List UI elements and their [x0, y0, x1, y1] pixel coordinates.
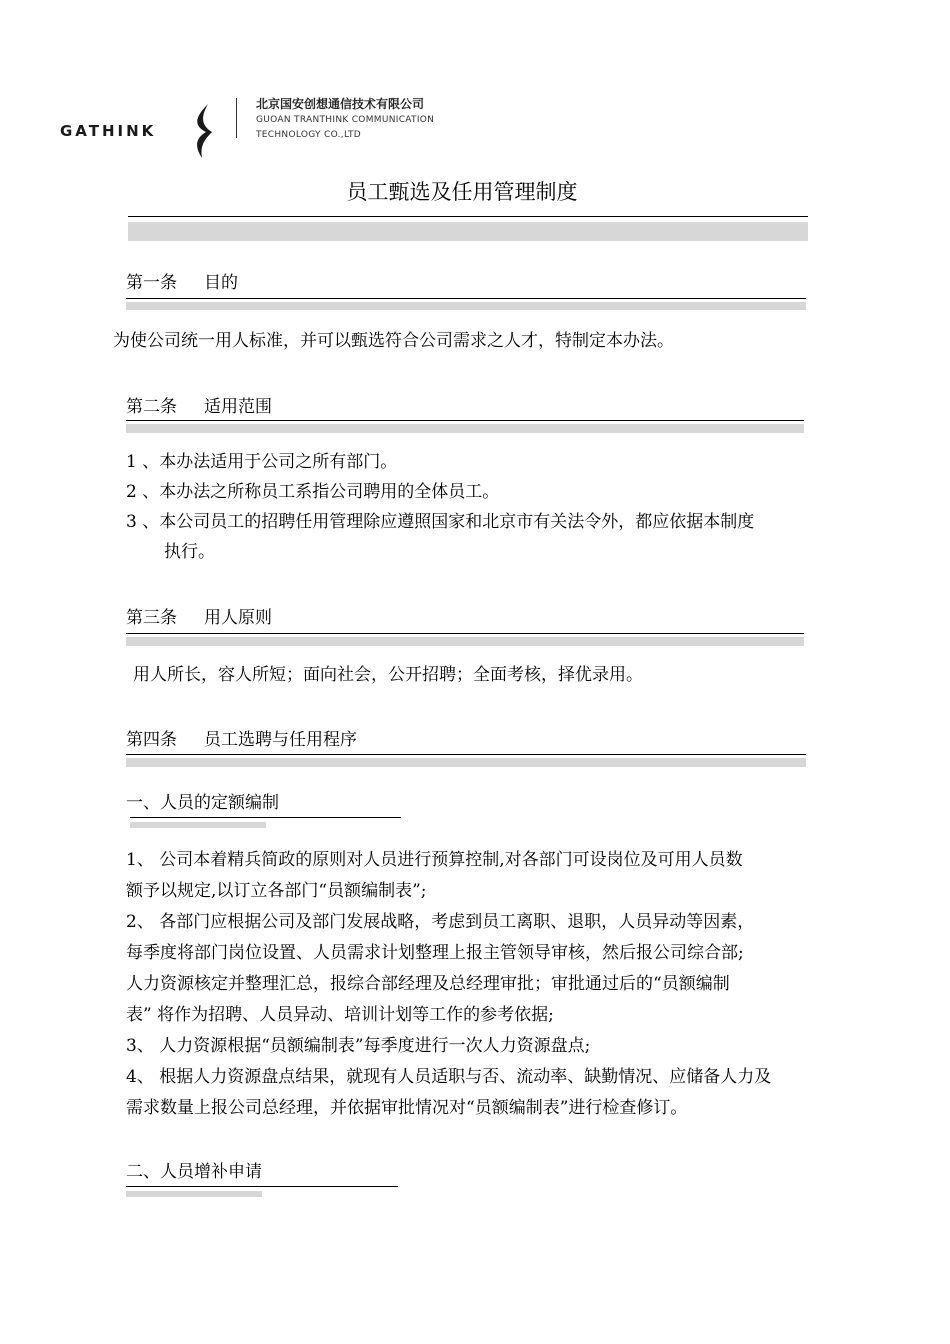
article-3-band	[126, 637, 804, 646]
article-1-heading	[126, 268, 238, 293]
article-3-rule	[126, 633, 804, 634]
article-4-rule	[126, 754, 806, 755]
article-1-title: 目的	[204, 273, 238, 293]
article-3-number: 第三条	[126, 608, 177, 628]
brand-wordmark: GATHINK	[60, 122, 157, 140]
list-item-continuation: 执行。	[164, 542, 215, 562]
article-3-heading	[126, 603, 272, 628]
body-line: 表” 将作为招聘、人员异动、培训计划等工作的参考依据;	[126, 1005, 554, 1025]
article-1-number: 第一条	[126, 273, 177, 293]
body-line: 3、 人力资源根据“员额编制表”每季度进行一次人力资源盘点;	[126, 1036, 591, 1056]
article-4-number: 第四条	[126, 730, 177, 750]
article-1-band	[126, 302, 806, 310]
list-item: 2 、本办法之所称员工系指公司聘用的全体员工。	[126, 482, 500, 502]
body-line: 2、 各部门应根据公司及部门发展战略，考虑到员工离职、退职，人员异动等因素，	[126, 912, 755, 932]
body-line: 人力资源核定并整理汇总，报综合部经理及总经理审批；审批通过后的“员额编制	[126, 974, 730, 994]
body-line: 4、 根据人力资源盘点结果，就现有人员适职与否、流动率、缺勤情况、应储备人力及	[126, 1067, 772, 1087]
section-1-body	[126, 845, 771, 1124]
document-title: 员工甄选及任用管理制度	[346, 180, 578, 204]
article-2-heading	[126, 392, 272, 417]
body-line: 额予以规定,以订立各部门“员额编制表”;	[126, 881, 427, 901]
body-line: 需求数量上报公司总经理，并依据审批情况对“员额编制表”进行检查修订。	[126, 1098, 688, 1118]
section-1-band	[130, 822, 266, 828]
list-item: 1 、本办法适用于公司之所有部门。	[126, 452, 398, 472]
section-2-rule	[126, 1186, 398, 1187]
article-2-band	[126, 424, 804, 433]
section-1-heading: 一、人员的定额编制	[126, 793, 279, 813]
article-4-band	[126, 758, 806, 767]
header-divider	[236, 98, 237, 138]
article-2-title: 适用范围	[204, 397, 272, 417]
company-name-en-line1: GUOAN TRANTHINK COMMUNICATION	[256, 115, 435, 125]
article-1-rule	[126, 298, 806, 299]
article-3-text: 用人所长，容人所短；面向社会，公开招聘；全面考核，择优录用。	[133, 665, 643, 685]
list-item: 3 、本公司员工的招聘任用管理除应遵照国家和北京市有关法令外，都应依据本制度	[126, 512, 755, 532]
article-3-title: 用人原则	[204, 608, 272, 628]
title-rule	[128, 216, 808, 217]
body-line: 每季度将部门岗位设置、人员需求计划整理上报主管领导审核，然后报公司综合部;	[126, 943, 744, 963]
company-name-cn: 北京国安创想通信技术有限公司	[256, 97, 425, 111]
body-line: 1、 公司本着精兵简政的原则对人员进行预算控制,对各部门可设岗位及可用人员数	[126, 850, 743, 870]
title-band	[128, 222, 808, 241]
article-2-list	[126, 447, 754, 567]
article-4-title: 员工选聘与任用程序	[204, 730, 357, 750]
logo-swoosh-icon	[190, 104, 216, 158]
article-2-rule	[126, 420, 804, 421]
section-1-rule	[130, 817, 401, 818]
article-1-text: 为使公司统一用人标准，并可以甄选符合公司需求之人才，特制定本办法。	[113, 331, 674, 351]
section-2-heading: 二、人员增补申请	[126, 1162, 262, 1182]
section-2-band	[126, 1191, 262, 1197]
article-4-heading	[126, 725, 357, 750]
article-2-number: 第二条	[126, 397, 177, 417]
company-name-en-line2: TECHNOLOGY CO.,LTD	[256, 130, 362, 140]
